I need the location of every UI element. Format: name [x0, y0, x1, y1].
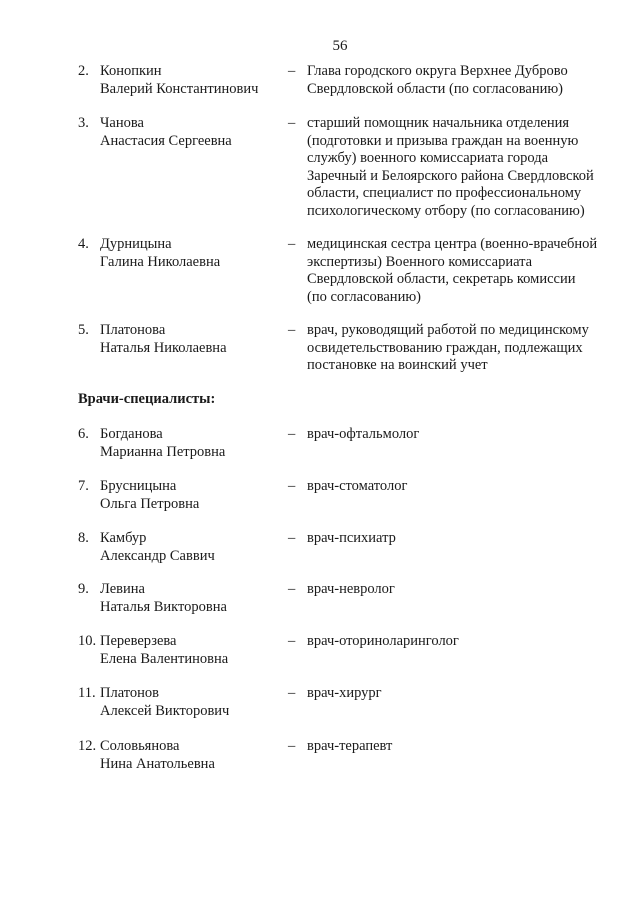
dash-separator: –	[288, 115, 296, 131]
person-name	[100, 738, 290, 773]
description-line: экспертизы) Военного комиссариата	[307, 253, 533, 270]
description-line: медицинская сестра центра (военно-врачебной	[307, 236, 598, 252]
position-description	[307, 115, 617, 220]
person-given-names: Анастасия Сергеевна	[100, 132, 232, 149]
position-description	[307, 581, 617, 599]
description-line: старший помощник начальника отделения	[307, 115, 570, 131]
item-number: 3.	[78, 115, 89, 131]
person-surname: Платонов	[100, 685, 160, 701]
item-number: 7.	[78, 478, 89, 494]
dash-separator: –	[288, 478, 296, 494]
description-line: врач-терапевт	[307, 738, 393, 754]
item-number: 4.	[78, 236, 89, 252]
person-surname: Чанова	[100, 115, 144, 131]
item-number: 2.	[78, 63, 89, 79]
person-surname: Соловьянова	[100, 738, 180, 754]
description-line: Заречный и Белоярского района Свердловской	[307, 167, 594, 184]
person-name	[100, 426, 290, 461]
position-description	[307, 426, 617, 444]
section-title: Врачи-специалисты:	[78, 391, 216, 407]
person-name	[100, 322, 290, 357]
item-number: 11.	[78, 685, 96, 701]
position-description	[307, 478, 617, 496]
person-given-names: Наталья Викторовна	[100, 598, 227, 615]
person-given-names: Елена Валентиновна	[100, 650, 229, 667]
person-surname: Левина	[100, 581, 145, 597]
description-line: освидетельствованию граждан, подлежащих	[307, 339, 583, 356]
item-number: 9.	[78, 581, 89, 597]
person-given-names: Марианна Петровна	[100, 443, 226, 460]
person-given-names: Ольга Петровна	[100, 495, 200, 512]
person-name	[100, 581, 290, 616]
description-line: врач-невролог	[307, 581, 395, 597]
description-line: (подготовки и призыва граждан на военную	[307, 132, 579, 149]
item-number: 6.	[78, 426, 89, 442]
position-description	[307, 63, 617, 98]
person-name	[100, 530, 290, 565]
description-line: врач, руководящий работой по медицинскому	[307, 322, 589, 338]
dash-separator: –	[288, 633, 296, 649]
person-surname: Конопкин	[100, 63, 162, 79]
dash-separator: –	[288, 63, 296, 79]
item-number: 5.	[78, 322, 89, 338]
person-name	[100, 685, 290, 720]
position-description	[307, 633, 617, 651]
description-line: врач-хирург	[307, 685, 382, 701]
person-given-names: Нина Анатольевна	[100, 755, 215, 772]
dash-separator: –	[288, 738, 296, 754]
description-line: Свердловской области (по согласованию)	[307, 80, 564, 97]
person-surname: Дурницына	[100, 236, 172, 252]
dash-separator: –	[288, 581, 296, 597]
person-surname: Переверзева	[100, 633, 177, 649]
description-line: врач-стоматолог	[307, 478, 408, 494]
position-description	[307, 685, 617, 703]
dash-separator: –	[288, 685, 296, 701]
position-description	[307, 738, 617, 756]
person-given-names: Галина Николаевна	[100, 253, 221, 270]
description-line: врач-офтальмолог	[307, 426, 420, 442]
person-name	[100, 478, 290, 513]
person-surname: Брусницына	[100, 478, 177, 494]
description-line: психологическому отбору (по согласованию)	[307, 202, 585, 219]
description-line: постановке на воинский учет	[307, 357, 488, 373]
description-line: (по согласованию)	[307, 288, 421, 305]
person-surname: Богданова	[100, 426, 163, 442]
dash-separator: –	[288, 426, 296, 442]
description-line: службу) военного комиссариата города	[307, 150, 549, 166]
description-line: Глава городского округа Верхнее Дуброво	[307, 63, 568, 79]
position-description	[307, 322, 617, 375]
item-number: 10.	[78, 633, 97, 649]
person-given-names: Алексей Викторович	[100, 702, 230, 719]
description-line: врач-оториноларинголог	[307, 633, 459, 649]
person-surname: Камбур	[100, 530, 147, 546]
description-line: области, специалист по профессиональному	[307, 185, 582, 201]
description-line: Свердловской области, секретарь комиссии	[307, 271, 576, 287]
person-given-names: Наталья Николаевна	[100, 339, 227, 356]
position-description	[307, 530, 617, 548]
person-surname: Платонова	[100, 322, 166, 338]
dash-separator: –	[288, 236, 296, 252]
description-line: врач-психиатр	[307, 530, 396, 546]
person-name	[100, 236, 290, 271]
item-number: 12.	[78, 738, 97, 754]
position-description	[307, 236, 617, 306]
page-number: 56	[332, 38, 348, 54]
dash-separator: –	[288, 322, 296, 338]
item-number: 8.	[78, 530, 89, 546]
person-name	[100, 115, 290, 150]
person-name	[100, 633, 290, 668]
person-given-names: Александр Саввич	[100, 547, 215, 564]
person-given-names: Валерий Константинович	[100, 80, 259, 97]
dash-separator: –	[288, 530, 296, 546]
person-name	[100, 63, 290, 98]
